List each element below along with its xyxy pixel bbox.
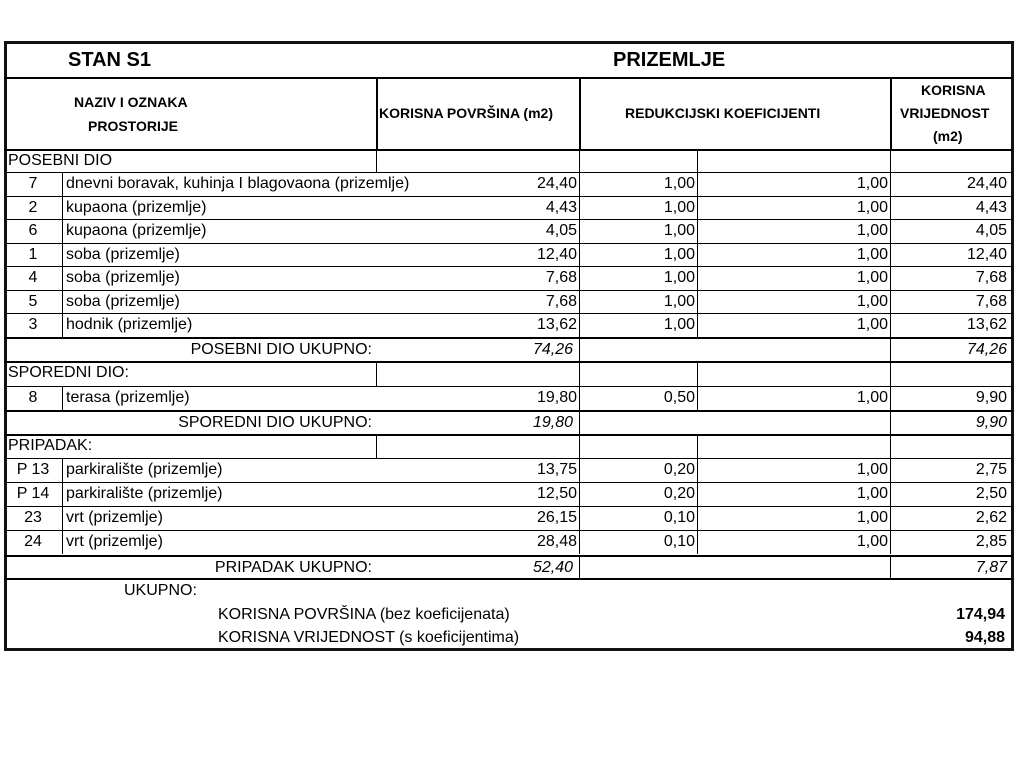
room-number: 7 <box>28 175 38 192</box>
room-value: 13,62 <box>966 316 1007 333</box>
room-coef-1: 0,10 <box>663 533 695 550</box>
room-area: 28,48 <box>536 533 577 550</box>
section-title-divider <box>376 149 377 172</box>
room-number: P 13 <box>16 461 50 478</box>
col-divider <box>62 243 63 267</box>
room-value: 4,05 <box>975 222 1007 239</box>
room-number: 3 <box>28 316 38 333</box>
header-col-divider <box>579 77 581 149</box>
total-divider <box>4 410 1013 412</box>
row-divider <box>4 290 1013 291</box>
room-number: P 14 <box>16 485 50 502</box>
total-divider <box>4 434 1013 436</box>
room-number: 8 <box>28 389 38 406</box>
col-divider <box>890 243 891 267</box>
summary-value-label: KORISNA VRIJEDNOST (s koeficijentima) <box>218 629 520 646</box>
col-divider <box>579 196 580 220</box>
room-value: 2,50 <box>975 485 1007 502</box>
col-divider <box>697 458 698 482</box>
room-coef-2: 1,00 <box>856 175 888 192</box>
col-divider <box>697 266 698 290</box>
summary-title: UKUPNO: <box>124 582 197 599</box>
col-divider <box>890 458 891 482</box>
room-value: 7,68 <box>975 293 1007 310</box>
col-divider <box>62 482 63 506</box>
row-divider <box>4 506 1013 507</box>
row-divider <box>4 313 1013 314</box>
col-divider <box>890 219 891 243</box>
col-divider <box>579 266 580 290</box>
row-divider <box>4 243 1013 244</box>
col-divider <box>579 555 580 578</box>
col-divider <box>579 482 580 506</box>
room-name: parkiralište (prizemlje) <box>66 485 223 502</box>
room-area: 7,68 <box>545 293 577 310</box>
summary-area-label: KORISNA POVRŠINA (bez koeficijenata) <box>218 606 510 623</box>
title-divider <box>4 77 1013 79</box>
col-divider <box>579 290 580 314</box>
col-divider <box>62 506 63 530</box>
room-name: terasa (prizemlje) <box>66 389 190 406</box>
room-name: vrt (prizemlje) <box>66 509 163 526</box>
col-divider <box>890 172 891 196</box>
section-title: SPOREDNI DIO: <box>8 364 129 381</box>
room-coef-2: 1,00 <box>856 533 888 550</box>
col-divider <box>697 196 698 220</box>
col-divider <box>579 363 580 386</box>
row-divider <box>4 219 1013 220</box>
room-area: 12,50 <box>536 485 577 502</box>
col-divider <box>579 458 580 482</box>
room-name: kupaona (prizemlje) <box>66 199 207 216</box>
col-divider <box>697 151 698 172</box>
col-divider <box>890 151 891 172</box>
room-value: 4,43 <box>975 199 1007 216</box>
col-divider <box>62 386 63 410</box>
col-divider <box>890 410 891 434</box>
col-divider <box>697 506 698 530</box>
section-total-value: 9,90 <box>975 414 1007 431</box>
col-divider <box>62 290 63 314</box>
section-total-area: 19,80 <box>532 414 573 431</box>
col-header-name: NAZIV I OZNAKA <box>74 94 188 110</box>
col-header-value-2: VRIJEDNOST <box>900 105 990 121</box>
col-divider <box>579 436 580 458</box>
room-area: 4,43 <box>545 199 577 216</box>
room-number: 4 <box>28 269 38 286</box>
col-divider <box>579 530 580 554</box>
room-area: 13,62 <box>536 316 577 333</box>
room-number: 1 <box>28 246 38 263</box>
total-divider <box>4 578 1013 580</box>
room-name: dnevni boravak, kuhinja I blagovaona (prizemlje) <box>66 175 410 192</box>
col-divider <box>579 386 580 410</box>
room-area: 12,40 <box>536 246 577 263</box>
col-divider <box>697 172 698 196</box>
room-coef-1: 1,00 <box>663 269 695 286</box>
col-divider <box>579 337 580 361</box>
room-coef-2: 1,00 <box>856 269 888 286</box>
col-divider <box>697 363 698 386</box>
room-coef-2: 1,00 <box>856 316 888 333</box>
room-coef-2: 1,00 <box>856 389 888 406</box>
col-divider <box>890 482 891 506</box>
header-divider <box>4 149 1013 151</box>
room-name: kupaona (prizemlje) <box>66 222 207 239</box>
col-divider <box>62 530 63 554</box>
room-coef-2: 1,00 <box>856 199 888 216</box>
room-value: 7,68 <box>975 269 1007 286</box>
col-divider <box>890 530 891 554</box>
col-divider <box>697 290 698 314</box>
room-coef-2: 1,00 <box>856 293 888 310</box>
header-col-divider <box>376 77 378 149</box>
col-header-name-2: PROSTORIJE <box>88 118 178 134</box>
section-title: PRIPADAK: <box>8 437 93 454</box>
row-divider <box>4 458 1013 459</box>
section-total-area: 52,40 <box>532 559 573 576</box>
section-total-value: 74,26 <box>966 341 1007 358</box>
total-divider <box>4 337 1013 339</box>
col-divider <box>890 506 891 530</box>
col-divider <box>579 151 580 172</box>
room-coef-1: 0,20 <box>663 485 695 502</box>
col-divider <box>697 313 698 337</box>
row-divider <box>4 196 1013 197</box>
room-coef-1: 0,10 <box>663 509 695 526</box>
section-title-divider <box>376 434 377 458</box>
room-coef-1: 1,00 <box>663 222 695 239</box>
col-divider <box>579 219 580 243</box>
room-area: 4,05 <box>545 222 577 239</box>
col-divider <box>62 313 63 337</box>
summary-area-value: 174,94 <box>956 606 1005 623</box>
col-divider <box>579 410 580 434</box>
room-number: 5 <box>28 293 38 310</box>
room-area: 13,75 <box>536 461 577 478</box>
section-total-value: 7,87 <box>975 559 1007 576</box>
room-coef-1: 0,50 <box>663 389 695 406</box>
section-title: POSEBNI DIO <box>8 152 113 169</box>
room-area: 24,40 <box>536 175 577 192</box>
row-divider <box>4 266 1013 267</box>
col-divider <box>579 506 580 530</box>
total-divider <box>4 361 1013 363</box>
col-divider <box>890 290 891 314</box>
col-divider <box>890 555 891 578</box>
room-value: 12,40 <box>966 246 1007 263</box>
row-divider <box>4 172 1013 173</box>
room-name: parkiralište (prizemlje) <box>66 461 223 478</box>
section-total-area: 74,26 <box>532 341 573 358</box>
section-title-divider <box>376 361 377 386</box>
col-divider <box>697 219 698 243</box>
col-divider <box>579 243 580 267</box>
room-name: hodnik (prizemlje) <box>66 316 193 333</box>
row-divider <box>4 482 1013 483</box>
room-value: 24,40 <box>966 175 1007 192</box>
col-divider <box>697 436 698 458</box>
col-divider <box>62 266 63 290</box>
col-divider <box>579 172 580 196</box>
col-header-area: KORISNA POVRŠINA (m2) <box>379 105 553 121</box>
room-coef-2: 1,00 <box>856 246 888 263</box>
col-header-coef: REDUKCIJSKI KOEFICIJENTI <box>625 105 821 121</box>
room-area: 19,80 <box>536 389 577 406</box>
room-coef-1: 1,00 <box>663 316 695 333</box>
room-coef-2: 1,00 <box>856 222 888 239</box>
col-header-value: KORISNA <box>921 82 986 98</box>
room-number: 24 <box>24 533 42 550</box>
section-total-label: PRIPADAK UKUPNO: <box>214 559 372 576</box>
row-divider <box>4 530 1013 531</box>
room-coef-1: 1,00 <box>663 246 695 263</box>
col-divider <box>62 196 63 220</box>
room-name: vrt (prizemlje) <box>66 533 163 550</box>
col-divider <box>62 172 63 196</box>
room-area: 26,15 <box>536 509 577 526</box>
section-total-label: POSEBNI DIO UKUPNO: <box>190 341 372 358</box>
col-divider <box>890 337 891 361</box>
col-divider <box>697 243 698 267</box>
col-divider <box>697 386 698 410</box>
row-divider <box>4 386 1013 387</box>
room-value: 2,62 <box>975 509 1007 526</box>
room-value: 2,75 <box>975 461 1007 478</box>
col-divider <box>697 530 698 554</box>
room-name: soba (prizemlje) <box>66 269 180 286</box>
room-coef-1: 0,20 <box>663 461 695 478</box>
col-header-value-3: (m2) <box>933 128 963 144</box>
room-coef-2: 1,00 <box>856 461 888 478</box>
room-coef-1: 1,00 <box>663 199 695 216</box>
room-number: 2 <box>28 199 38 216</box>
col-divider <box>890 363 891 386</box>
col-divider <box>890 266 891 290</box>
room-area: 7,68 <box>545 269 577 286</box>
apartment-title: STAN S1 <box>68 49 151 71</box>
total-divider <box>4 555 1013 557</box>
col-divider <box>62 458 63 482</box>
room-name: soba (prizemlje) <box>66 246 180 263</box>
room-coef-1: 1,00 <box>663 293 695 310</box>
col-divider <box>890 313 891 337</box>
room-number: 6 <box>28 222 38 239</box>
col-divider <box>697 482 698 506</box>
room-coef-2: 1,00 <box>856 509 888 526</box>
col-divider <box>890 386 891 410</box>
col-divider <box>62 219 63 243</box>
col-divider <box>890 436 891 458</box>
room-value: 2,85 <box>975 533 1007 550</box>
room-coef-2: 1,00 <box>856 485 888 502</box>
col-divider <box>579 313 580 337</box>
floor-title: PRIZEMLJE <box>613 49 726 71</box>
col-divider <box>890 196 891 220</box>
header-col-divider <box>890 77 892 149</box>
room-name: soba (prizemlje) <box>66 293 180 310</box>
room-number: 23 <box>24 509 42 526</box>
section-total-label: SPOREDNI DIO UKUPNO: <box>178 414 372 431</box>
room-value: 9,90 <box>975 389 1007 406</box>
summary-value-value: 94,88 <box>964 629 1005 646</box>
room-coef-1: 1,00 <box>663 175 695 192</box>
